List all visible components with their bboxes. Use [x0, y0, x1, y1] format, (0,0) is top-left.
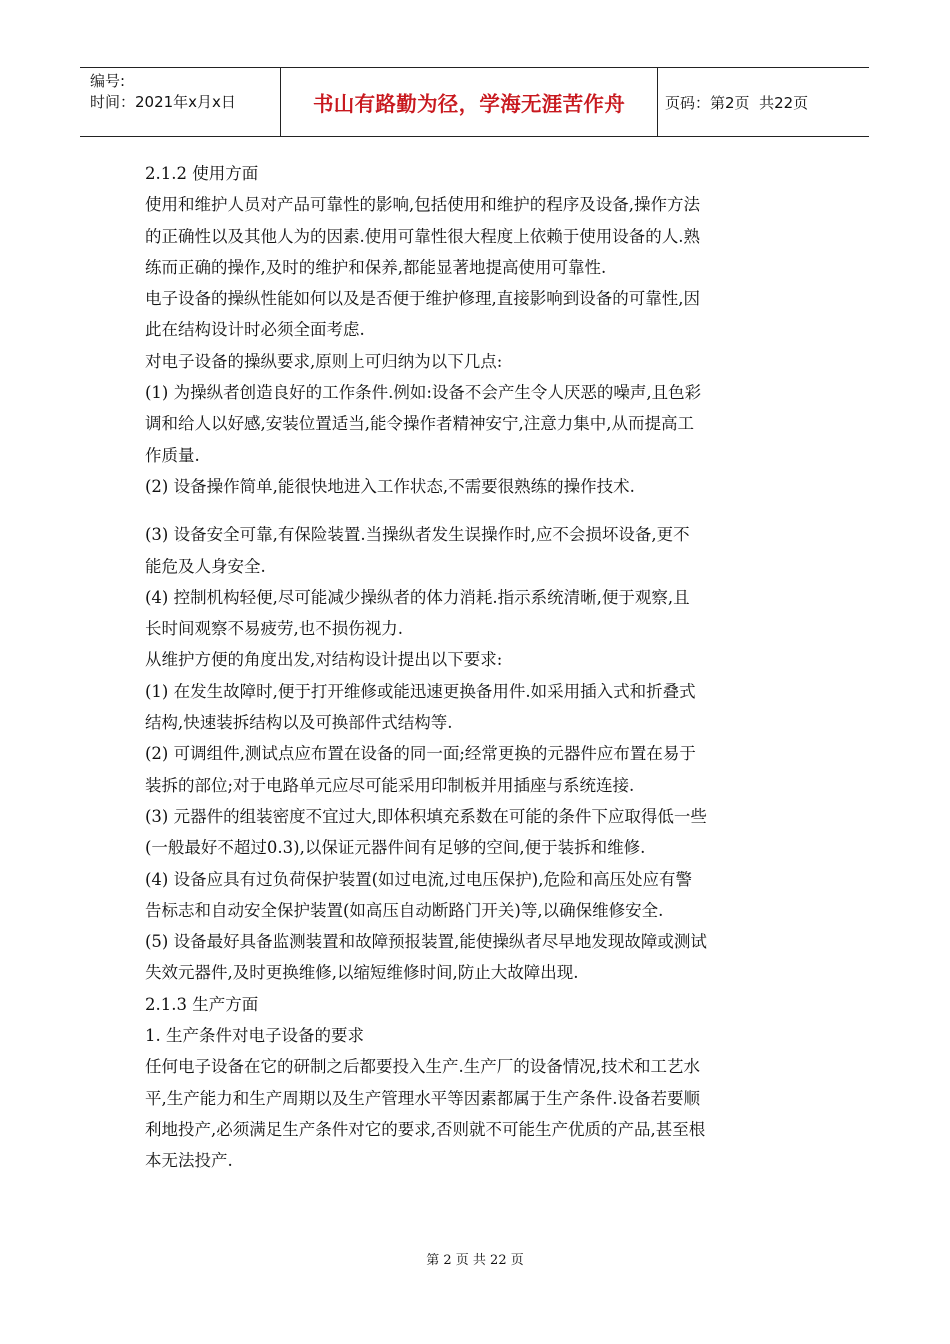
list-item: 长时间观察不易疲劳,也不损伤视力. [145, 619, 403, 639]
text-line: 电子设备的操纵性能如何以及是否便于维护修理,直接影响到设备的可靠性,因 [145, 289, 700, 309]
number-label: 编号: [90, 72, 126, 90]
motto: 书山有路勤为径，学海无涯苦作舟 [313, 92, 625, 116]
list-item: (1) 在发生故障时,便于打开维修或能迅速更换备用件.如采用插入式和折叠式 [145, 681, 696, 701]
list-item: (3) 设备安全可靠,有保险装置.当操纵者发生误操作时,应不会损坏设备,更不 [145, 525, 690, 545]
list-item: 能危及人身安全. [145, 556, 266, 576]
text-line: 使用和维护人员对产品可靠性的影响,包括使用和维护的程序及设备,操作方法 [145, 195, 700, 215]
header-page-label: 页码：第2页 共22页 [665, 93, 809, 112]
text-line: 练而正确的操作,及时的维护和保养,都能显著地提高使用可靠性. [145, 257, 607, 277]
list-item: 作质量. [145, 445, 200, 465]
text-line: 对电子设备的操纵要求,原则上可归纳为以下几点: [145, 351, 503, 371]
list-item: (4) 设备应具有过负荷保护装置(如过电流,过电压保护),危险和高压处应有警 [145, 869, 692, 889]
text-line: 的正确性以及其他人为的因素.使用可靠性很大程度上依赖于使用设备的人.熟 [145, 226, 700, 246]
list-item: (3) 元器件的组装密度不宜过大,即体积填充系数在可能的条件下应取得低一些 [145, 806, 707, 826]
list-item: (2) 可调组件,测试点应布置在设备的同一面;经常更换的元器件应布置在易于 [145, 744, 696, 764]
list-item: 结构,快速装拆结构以及可换部件式结构等. [145, 713, 453, 733]
blank-space [145, 502, 815, 519]
text-line: 任何电子设备在它的研制之后都要投入生产.生产厂的设备情况,技术和工艺水 [145, 1057, 700, 1077]
date-label: 时间：2021年x月x日 [90, 93, 236, 111]
text-line: 此在结构设计时必须全面考虑. [145, 320, 365, 340]
document-body [145, 158, 815, 1177]
list-item: 调和给人以好感,安装位置适当,能令操作者精神安宁,注意力集中,从而提高工 [145, 414, 694, 434]
list-item: (2) 设备操作简单,能很快地进入工作状态,不需要很熟练的操作技术. [145, 476, 635, 496]
page-footer: 第 2 页 共 22 页 [426, 1253, 524, 1268]
list-item: 失效元器件,及时更换维修,以缩短维修时间,防止大故障出现. [145, 963, 579, 983]
list-item: (5) 设备最好具备监测装置和故障预报装置,能使操纵者尽早地发现故障或测试 [145, 932, 707, 952]
list-item: (4) 控制机构轻便,尽可能减少操纵者的体力消耗.指示系统清晰,便于观察,且 [145, 587, 690, 607]
header-divider [657, 68, 658, 136]
header-meta [90, 71, 236, 113]
section-heading: 2.1.2 使用方面 [145, 164, 259, 183]
list-item: (1) 为操纵者创造良好的工作条件.例如:设备不会产生令人厌恶的噪声,且色彩 [145, 383, 702, 403]
text-line: 利地投产,必须满足生产条件对它的要求,否则就不可能生产优质的产品,甚至根 [145, 1119, 706, 1139]
document-header [80, 67, 869, 137]
text-line: 本无法投产. [145, 1151, 233, 1171]
text-line: 从维护方便的角度出发,对结构设计提出以下要求: [145, 650, 503, 670]
list-item: 装拆的部位;对于电路单元应尽可能采用印制板并用插座与系统连接. [145, 775, 635, 795]
subsection-heading: 1. 生产条件对电子设备的要求 [145, 1026, 364, 1046]
list-item: (一般最好不超过0.3),以保证元器件间有足够的空间,便于装拆和维修. [145, 838, 646, 858]
list-item: 告标志和自动安全保护装置(如高压自动断路门开关)等,以确保维修安全. [145, 900, 664, 920]
section-heading: 2.1.3 生产方面 [145, 994, 259, 1014]
text-line: 平,生产能力和生产周期以及生产管理水平等因素都属于生产条件.设备若要顺 [145, 1088, 700, 1108]
